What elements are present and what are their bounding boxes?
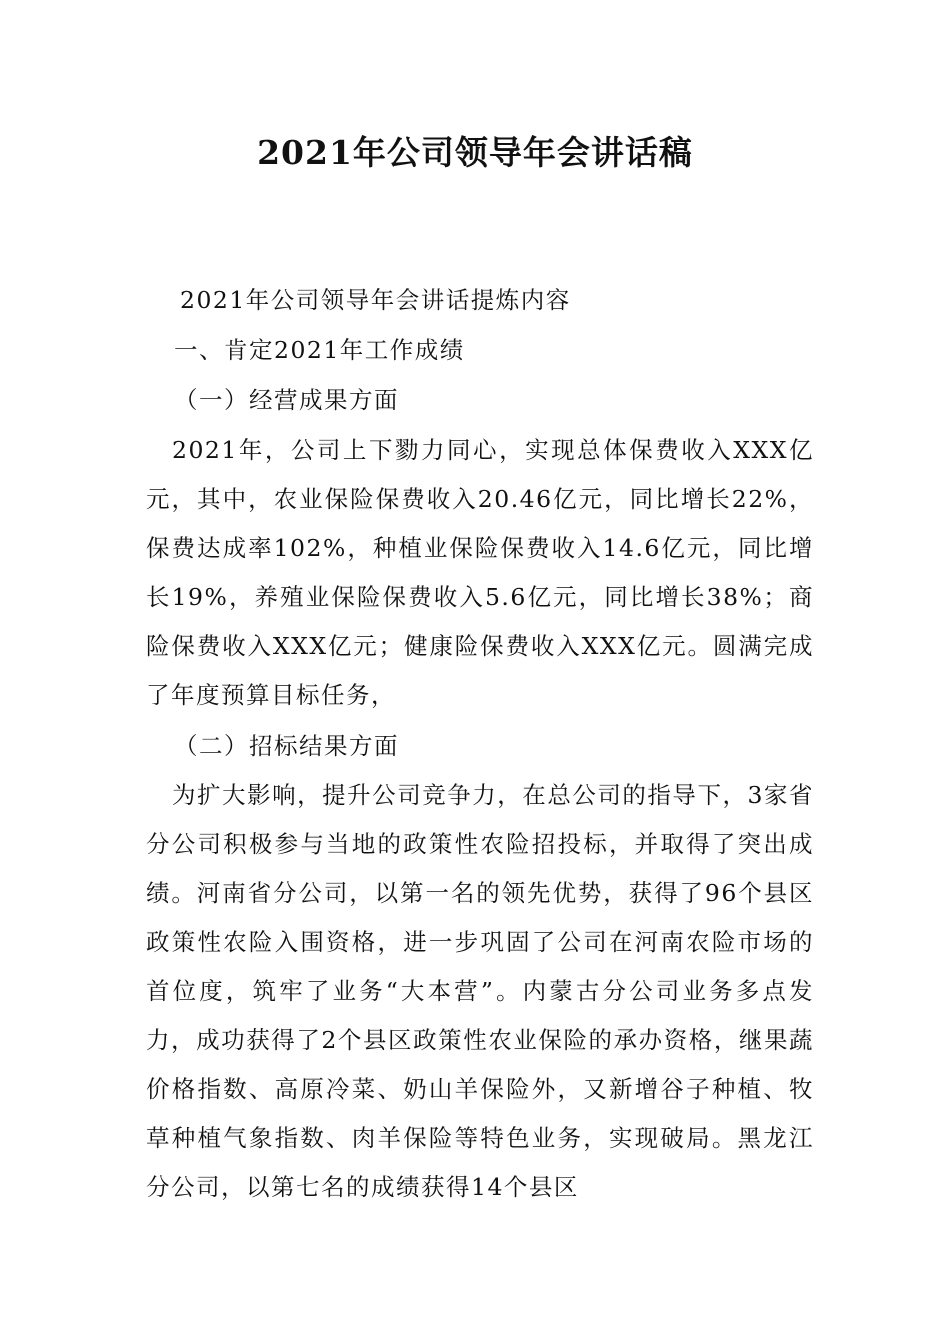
summary-heading: 2021年公司领导年会讲话提炼内容 (180, 286, 571, 314)
section-heading-one: 一、肯定2021年工作成绩 (174, 336, 465, 364)
paragraph-bidding-results: 为扩大影响，提升公司竞争力，在总公司的指导下，3家省分公司积极参与当地的政策性农险招投标，并取得了突出成绩。河南省分公司，以第一名的领先优势，获得了96个县区政策性农险入围资格，进一步巩固了公司在河南农险市场的首位度，筑牢了业务“大本营”。内蒙古分公司业务多点发力，成功获得了2个县区政策性农业保险的承办资格，继果蔬价格指数、高原冷菜、奶山羊保险外，又新增谷子种植、牧草种植气象指数、肉羊保险等特色业务，实现破局。黑龙江分公司，以第七名的成绩获得14个县区 (146, 781, 814, 1201)
subsection-heading-two: （二）招标结果方面 (174, 732, 399, 760)
subsection-heading-one: （一）经营成果方面 (174, 386, 399, 414)
paragraph-business-results: 2021年，公司上下勠力同心，实现总体保费收入XXX亿元，其中，农业保险保费收入20.46亿元，同比增长22%，保费达成率102%，种植业保险保费收入14.6亿元，同比增长19%，养殖业保险保费收入5.6亿元，同比增长38%；商险保费收入XXX亿元；健康险保费收入XXX亿元。圆满完成了年度预算目标任务， (146, 436, 814, 709)
document-title: 2021年公司领导年会讲话稿 (257, 133, 693, 172)
